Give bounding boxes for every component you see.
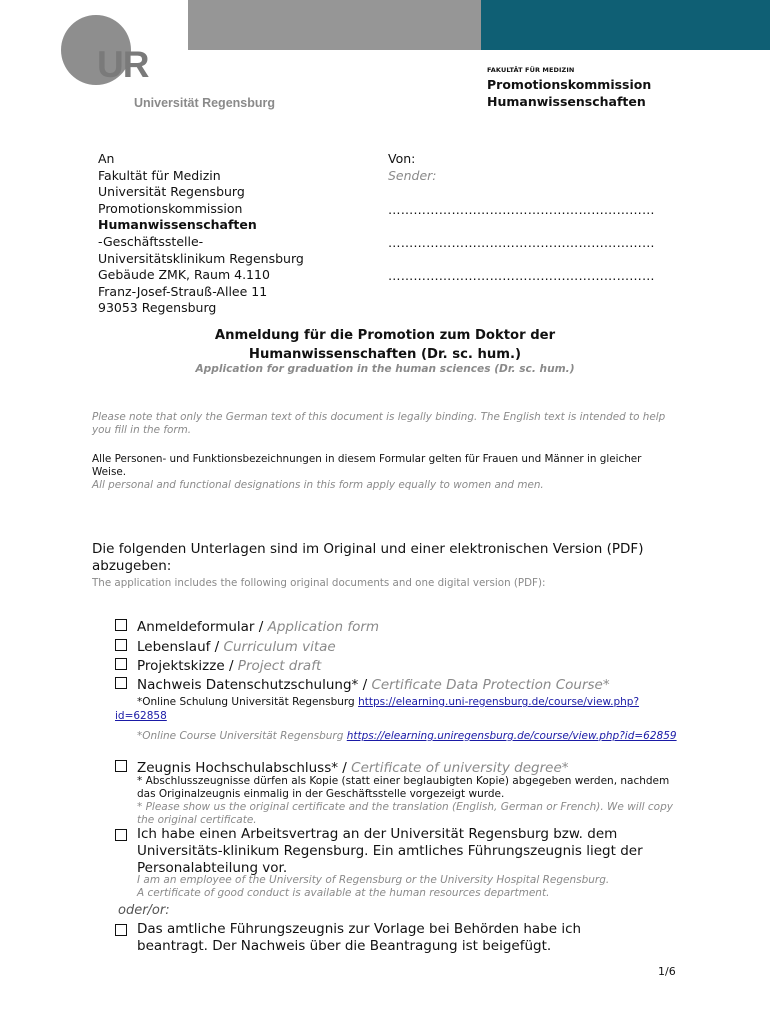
- item-label-de: Lebenslauf /: [137, 639, 224, 655]
- logo-letters: UR: [97, 44, 149, 85]
- item-label-en: Project draft: [237, 658, 322, 674]
- documents-lead: Die folgenden Unterlagen sind im Original und einer elektronischen Version (PDF) abzugeben:: [92, 541, 644, 574]
- data-protection-note-de: [115, 695, 680, 723]
- sender-block: [388, 151, 437, 184]
- address-line: Universitätsklinikum Regensburg: [98, 250, 304, 266]
- data-protection-note-en: [115, 729, 680, 743]
- item-label-en: Certificate Data Protection Course*: [371, 677, 610, 693]
- header-band-teal: [481, 0, 770, 50]
- faculty-label: FAKULTÄT FÜR MEDIZIN: [487, 66, 575, 74]
- checkbox[interactable]: [115, 829, 127, 841]
- item-label-de: Nachweis Datenschutzschulung* /: [137, 677, 372, 693]
- checkbox[interactable]: [115, 760, 127, 772]
- employee-note-en-2: A certificate of good conduct is available at the human resources department.: [137, 887, 550, 899]
- checkbox[interactable]: [115, 658, 127, 670]
- checklist-item: [115, 677, 675, 694]
- university-name: Universität Regensburg: [134, 96, 276, 110]
- item-label-de: Zeugnis Hochschulabschluss* /: [137, 760, 352, 776]
- address-line: Fakultät für Medizin: [98, 167, 221, 183]
- gender-note-de: Alle Personen- und Funktionsbezeichnungen in diesem Formular gelten für Frauen und Männer in gleicher Weise.: [92, 453, 642, 478]
- form-title-line1: Anmeldung für die Promotion zum Doktor der: [214, 328, 556, 343]
- checklist-item: [115, 619, 675, 636]
- checkbox[interactable]: [115, 924, 127, 936]
- documents-lead-en: The application includes the following original documents and one digital version (PDF):: [92, 577, 546, 589]
- commission-title: Promotionskommission: [487, 77, 652, 92]
- checklist-item: [115, 639, 675, 656]
- field-title: Humanwissenschaften: [487, 94, 646, 109]
- address-line: An: [98, 151, 115, 166]
- elearning-link-en[interactable]: https://elearning.uniregensburg.de/course/view.php?id=62859: [346, 730, 677, 742]
- note-text: *Online Schulung Universität Regensburg: [137, 696, 359, 708]
- checklist-item: [115, 826, 675, 877]
- checkbox[interactable]: [115, 677, 127, 689]
- or-label: oder/or:: [118, 903, 170, 918]
- degree-note-en: * Please show us the original certificate and the translation (English, German or French). We will copy the original certificate.: [137, 801, 673, 826]
- von-label: Von:: [388, 151, 416, 166]
- item-label-en: Curriculum vitae: [223, 639, 336, 655]
- item-label-de: Projektskizze /: [137, 658, 238, 674]
- item-label-de: Ich habe einen Arbeitsvertrag an der Universität Regensburg bzw. dem Universitäts-klinikum Regensburg. Ein amtliches Führungszeugnis liegt der Personalabteilung vor.: [137, 826, 643, 876]
- form-title-line2: Humanwissenschaften (Dr. sc. hum.): [248, 347, 522, 362]
- item-label-de: Anmeldeformular /: [137, 619, 268, 635]
- sender-field-2[interactable]: ………………………………………………………: [388, 235, 655, 250]
- gender-note-en: All personal and functional designations in this form apply equally to women and men.: [92, 479, 544, 491]
- sender-field-3[interactable]: ………………………………………………………: [388, 268, 655, 283]
- address-line: 93053 Regensburg: [98, 300, 217, 316]
- recipient-address: [98, 151, 304, 317]
- address-line: Universität Regensburg: [98, 184, 245, 200]
- checkbox[interactable]: [115, 639, 127, 651]
- address-line: -Geschäftsstelle-: [98, 233, 204, 249]
- sender-label: Sender:: [388, 167, 437, 183]
- header-band-gray: [188, 0, 481, 50]
- item-label-en: Application form: [267, 619, 380, 635]
- degree-note-de: * Abschlusszeugnisse dürfen als Kopie (statt einer beglaubigten Kopie) abgegeben werden, nachdem das Originalzeugnis einmalig in der Geschäftsstelle vorgezeigt wurde.: [137, 775, 670, 800]
- item-label-en: Certificate of university degree*: [351, 760, 569, 776]
- legal-note: Please note that only the German text of this document is legally binding. The English text is intended to help you fill in the form.: [92, 411, 666, 436]
- item-label-de: Das amtliche Führungszeugnis zur Vorlage bei Behörden habe ich beantragt. Der Nachweis über die Beantragung ist beigefügt.: [137, 921, 582, 954]
- form-title-english: Application for graduation in the human sciences (Dr. sc. hum.): [195, 363, 575, 375]
- checklist-item: [115, 921, 635, 955]
- note-text: *Online Course Universität Regensburg: [137, 730, 347, 742]
- checkbox[interactable]: [115, 619, 127, 631]
- employee-note-en-1: I am an employee of the University of Regensburg or the University Hospital Regensburg.: [137, 874, 610, 886]
- address-line-bold: Humanwissenschaften: [98, 217, 257, 233]
- page-number: 1/6: [658, 965, 676, 978]
- address-line: Gebäude ZMK, Raum 4.110: [98, 267, 270, 283]
- elearning-link-de[interactable]: https://elearning.uni-regensburg.de/course/view.php?id=62858: [115, 696, 640, 722]
- sender-field-1[interactable]: ………………………………………………………: [388, 202, 655, 217]
- address-line: Franz-Josef-Strauß-Allee 11: [98, 283, 268, 299]
- checklist-item: [115, 658, 675, 675]
- address-line: Promotionskommission: [98, 200, 243, 216]
